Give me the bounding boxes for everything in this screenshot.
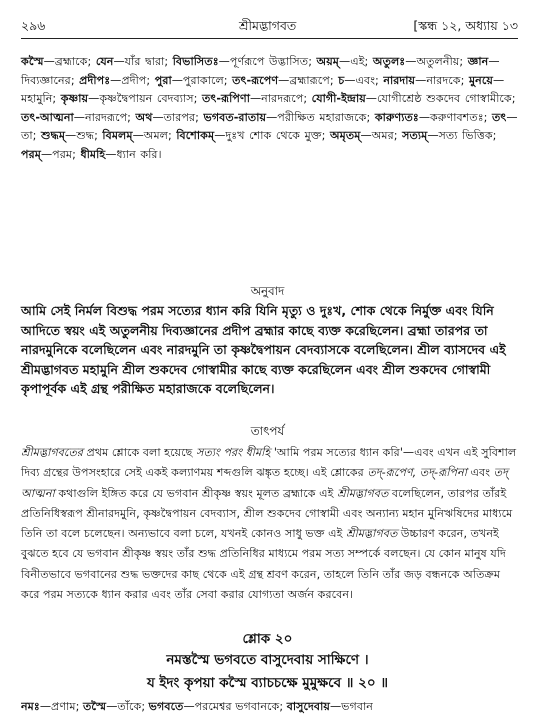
synonym-term: অমৃতম্ [329, 129, 361, 143]
synonym-gloss: —প্রণাম; [39, 700, 80, 713]
synonym-term: নমঃ [21, 700, 40, 713]
purport-segment: প্রথম শ্লোকে বলা হয়েছে [82, 446, 196, 459]
synonym-term: কৃষ্ণায় [60, 92, 89, 106]
synonym-gloss: —ভগবান [329, 700, 373, 713]
synonym-term: যেন [95, 55, 114, 68]
purport-segment: বলেছিলেন, তারপর তাঁরই প্রতিনিধিস্বরূপ শ্রীনারদমুনি, কৃষ্ণদ্বৈপায়ন বেদব্যাস, শ্রীল শুকদেব গোস্বামী এবং অন্যান্য মহান মুনিঋষিদের মাধ্যমে তিনি তা বলে চলেছেন। অন্যভাবে বলা চলে, যখনই কোনও সাধু ভক্ত এই [21, 486, 513, 541]
verse-line-1: নমস্তস্মৈ ভগবতে বাসুদেবায় সাক্ষিণে । [166, 652, 369, 668]
synonym-gloss: —তাঁকে; [106, 700, 146, 713]
purport-emphasis: শ্রীমদ্ভাগবতের [21, 446, 83, 459]
synonym-term: পুরা [154, 73, 172, 87]
synonym-term: তৎ-আত্মনা [21, 110, 74, 124]
synonym-gloss: —নারদকে; [415, 73, 465, 87]
synonym-term: বিশোকম্ [176, 129, 215, 143]
synonym-gloss: —মহামুনি; [21, 73, 505, 106]
synonym-term: ধীমহি [80, 147, 106, 161]
purport-emphasis: তদ্-রূপেণ, তদ্-রূপিনা [367, 466, 467, 480]
synonym-term: চ [338, 73, 345, 87]
synonym-gloss: —করুণাবশতঃ; [418, 110, 488, 124]
synonym-gloss: —পূর্ণরূপে উদ্ভাসিত; [218, 55, 312, 68]
synonym-gloss: —সত্য ভিত্তিক; [427, 129, 497, 143]
synonym-gloss: —তা; [21, 110, 518, 143]
synonym-gloss: —অতুলনীয়; [405, 55, 464, 68]
purport-emphasis: শ্রীমদ্ভাগবত [346, 527, 398, 541]
synonym-gloss: —পরম; [40, 147, 76, 161]
purport-segment: কথাগুলি ইঙ্গিত করে যে ভগবান শ্রীকৃষ্ণ স্বয়ং মূলত ব্রহ্মাকে এই [54, 486, 338, 500]
page-number: ২৯৬ [21, 18, 46, 33]
synonym-gloss: —অমল; [132, 129, 172, 143]
purport-segment: এবং [466, 466, 494, 480]
synonym-gloss: —কৃষ্ণদ্বৈপায়ন বেদব্যাস; [88, 92, 198, 106]
synonym-term: শুদ্ধম্ [40, 129, 66, 143]
synonym-term: অতুলঃ [372, 55, 406, 68]
header-rule [21, 38, 518, 39]
synonym-gloss: —ব্রহ্মারূপে; [278, 73, 334, 87]
verse-line-2: য ইদং কৃপয়া কস্মৈ ব্যাচচক্ষে মুমুক্ষবে ॥ ২০ ॥ [146, 675, 389, 691]
purport-heading: তাৎপর্য [250, 424, 285, 438]
synonym-term: অথ [135, 110, 153, 124]
purport-emphasis: সত্যং পরং ধীমহি [195, 446, 271, 459]
purport-text [21, 443, 518, 605]
synonym-term: ভগবতে [148, 700, 184, 713]
translation-heading: অনুবাদ [250, 284, 285, 298]
synonym-term: প্রদীপঃ [79, 73, 111, 87]
synonyms-section [21, 53, 518, 165]
synonym-term: বিমলম্ [102, 129, 133, 143]
synonym-term: পরম্ [21, 147, 41, 161]
synonym-gloss: —এই; [339, 55, 369, 68]
synonym-gloss: —অমর; [360, 129, 398, 143]
synonym-term: তৎ-রূপিণা [201, 92, 250, 106]
purport-emphasis: শ্রীমদ্ভাগবত [337, 486, 389, 500]
synonym-term: বাসুদেবায় [286, 700, 330, 713]
synonym-gloss: —দিব্যজ্ঞানের; [21, 55, 500, 87]
synonym-gloss: —তারপর; [152, 110, 199, 124]
synonym-gloss: —পরীক্ষিত মহারাজকে; [266, 110, 371, 124]
synonym-gloss: —দুঃখ শোক থেকে মুক্ত; [214, 129, 326, 143]
synonym-gloss: —পুরাকালে; [171, 73, 228, 87]
synonyms-continued [21, 700, 518, 714]
purport-emphasis: তদ্ আত্মনা [21, 466, 508, 500]
synonym-term: তস্মৈ [82, 700, 107, 713]
synonym-term: তৎ-রূপেণ [232, 73, 279, 87]
synonym-term: বিভাসিতঃ [172, 55, 219, 68]
synonym-gloss: —শুদ্ধ; [65, 129, 98, 143]
purport-segment: 'আমি পরম সত্যের ধ্যান করি'—এবং এখন এই সুবিশাল দিব্য গ্রন্থের উপসংহারে সেই একই কল্যাণময় শব্দগুলি ঝঙ্কৃত হচ্ছে। এই শ্লোকের [21, 446, 517, 480]
synonym-term: মুনয়ে [468, 73, 493, 87]
synonym-gloss: —পরমেশ্বর ভগবানকে; [183, 700, 284, 713]
synonym-term: সত্যম্ [402, 129, 428, 143]
canto-chapter: [স্কন্ধ ১২, অধ্যায় ১৩ [413, 18, 518, 33]
purport-segment: উচ্চারণ করেন, তখনই বুঝতে হবে যে ভগবান শ্রীকৃষ্ণ স্বয়ং তাঁর শুদ্ধ প্রতিনিধির মাধ্যমে পরম সত্য সম্পর্কে বলছেন। যে কোন মানুষ যদি বিনীতভাবে ভগবানের শুদ্ধ ভক্তদের কাছ থেকে এই গ্রন্থ শ্রবণ করেন, তাহলে তিনি তাঁর জড় বন্ধনকে অতিক্রম করে পরম সত্যকে ধ্যান করার এবং তাঁর সেবা করার যোগ্যতা অর্জন করবেন। [21, 527, 506, 602]
running-header [21, 19, 518, 45]
synonym-term: যোগী-ইন্দ্রায় [311, 92, 366, 106]
synonym-gloss: —নারদরূপে; [249, 92, 308, 106]
synonym-gloss: —ব্রহ্মাকে; [43, 55, 92, 68]
synonym-gloss: —নারদরূপে; [73, 110, 131, 124]
synonym-term: জ্ঞান [467, 55, 489, 68]
book-title: শ্রীমদ্ভাগবত [239, 18, 297, 33]
synonym-gloss: —যাঁর দ্বারা; [113, 55, 169, 68]
synonym-term: অয়ম্ [316, 55, 340, 68]
synonym-term: কারুণ্যতঃ [374, 110, 419, 124]
synonym-term: ভগবত-রাতায় [203, 110, 267, 124]
synonym-term: কস্মৈ [21, 55, 44, 68]
synonym-gloss: —যোগীশ্রেষ্ঠ শুকদেব গোস্বামীকে; [365, 92, 516, 106]
translation-text: আমি সেই নির্মল বিশুদ্ধ পরম সত্যের ধ্যান করি যিনি মৃত্যু ও দুঃখ, শোক থেকে নির্মুক্ত এবং যিনি আদিতে স্বয়ং এই অতুলনীয় দিব্যজ্ঞানের প্রদীপ ব্রহ্মার কাছে ব্যক্ত করেছিলেন। ব্রহ্মা তারপর তা নারদমুনিকে বলেছিলেন এবং নারদমুনি তা কৃষ্ণদ্বৈপায়ন বেদব্যাসকে বলেছিলেন। শ্রীল ব্যাসদেব এই শ্রীমদ্ভাগবত মহামুনি শ্রীল শুকদেব গোস্বামীর কাছে ব্যক্ত করেছিলেন এবং শ্রীল শুকদেব গোস্বামী কৃপাপূর্বক এই গ্রন্থ পরীক্ষিত মহারাজকে বলেছিলেন। [21, 303, 506, 397]
synonym-gloss: —এবং; [344, 73, 379, 87]
synonym-term: তৎ [492, 110, 507, 124]
synonym-gloss: —ধ্যান করি। [105, 147, 162, 161]
synonym-gloss: —প্রদীপ; [110, 73, 151, 87]
verse-label: শ্লোক ২০ [242, 631, 293, 647]
synonym-term: নারদায় [383, 73, 416, 87]
